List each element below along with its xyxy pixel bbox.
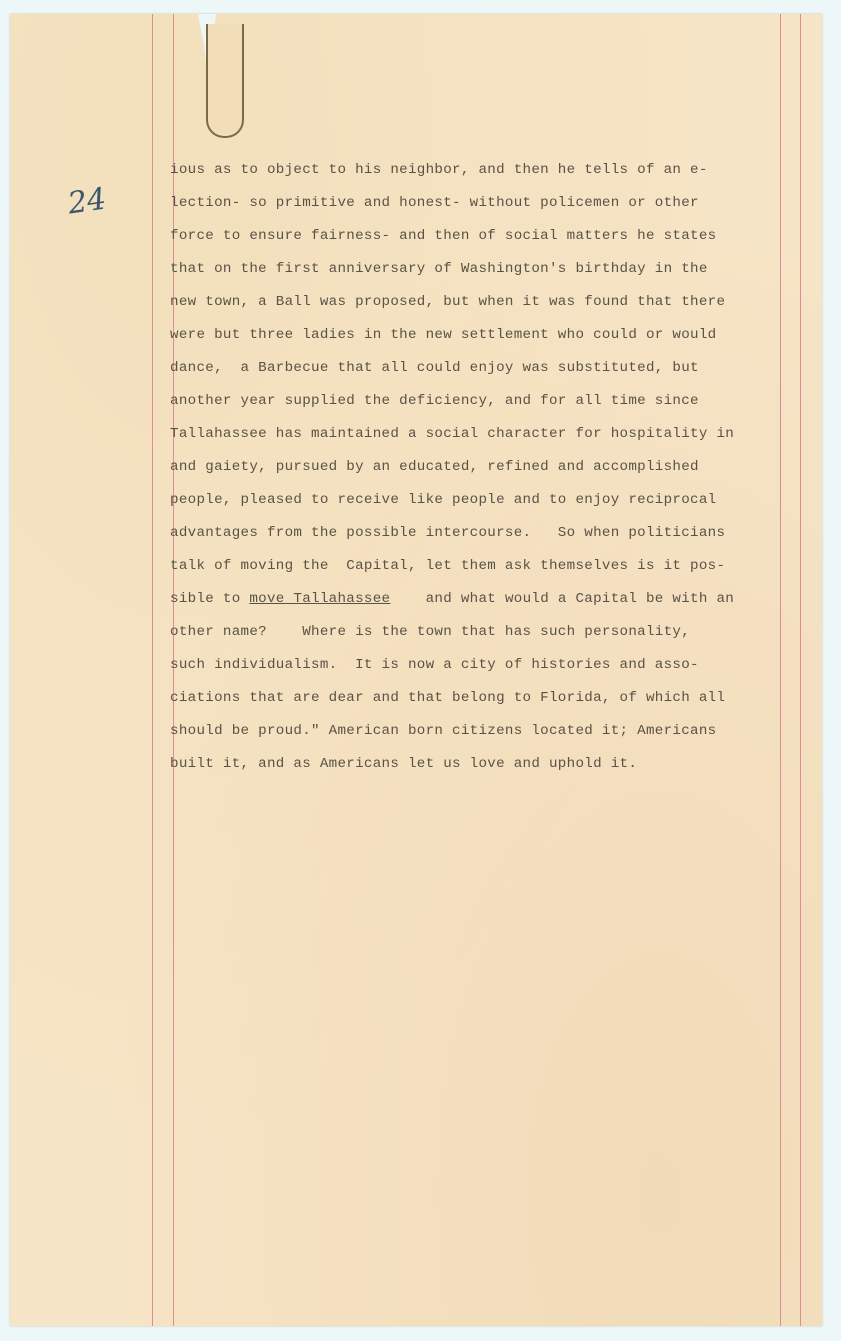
text-line: people, pleased to receive like people and to enjoy reciprocal [170,492,717,508]
text-line: dance, a Barbecue that all could enjoy was substituted, but [170,360,699,376]
text-line: other name? Where is the town that has such personality, [170,624,691,640]
text-line: lection- so primitive and honest- without policemen or other [170,195,699,211]
text-fragment: and what would a Capital be with an [390,591,735,607]
text-line: Tallahassee has maintained a social character for hospitality in [170,426,735,442]
text-line: were but three ladies in the new settlement who could or would [170,327,717,343]
document-page [10,14,822,1326]
text-line: another year supplied the deficiency, and for all time since [170,393,699,409]
text-line: force to ensure fairness- and then of social matters he states [170,228,717,244]
text-line: talk of moving the Capital, let them ask themselves is it pos- [170,558,726,574]
text-line: advantages from the possible intercourse. So when politicians [170,525,726,541]
underlined-phrase: move Tallahassee [249,591,391,607]
staple-hole [206,24,244,138]
text-line: built it, and as Americans let us love and uphold it. [170,756,638,772]
text-line: and gaiety, pursued by an educated, refined and accomplished [170,459,699,475]
handwritten-page-number: 24 [65,181,109,222]
text-line-with-underline [170,583,810,616]
text-line: such individualism. It is now a city of histories and asso- [170,657,699,673]
left-margin-rule [152,14,153,1326]
text-fragment: sible to [170,591,250,607]
text-line: ious as to object to his neighbor, and then he tells of an e- [170,162,708,178]
text-line: new town, a Ball was proposed, but when it was found that there [170,294,726,310]
text-line: should be proud." American born citizens located it; Americans [170,723,717,739]
typed-text-body [170,154,810,781]
text-line: ciations that are dear and that belong to Florida, of which all [170,690,726,706]
text-line: that on the first anniversary of Washington's birthday in the [170,261,708,277]
